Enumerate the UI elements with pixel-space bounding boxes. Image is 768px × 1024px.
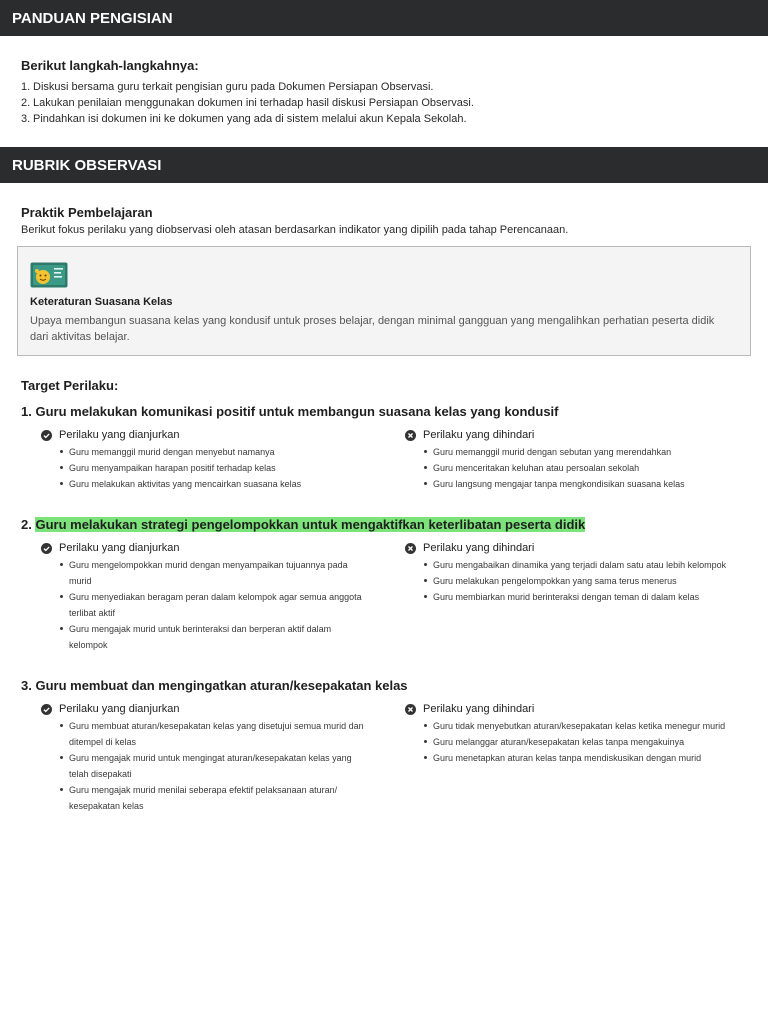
guide-step: 3. Pindahkan isi dokumen ini ke dokumen yang ada di sistem melalui akun Kepala Sekolah.: [21, 113, 467, 125]
list-item: Guru membiarkan murid berinteraksi dengan teman di dalam kelas: [423, 589, 743, 605]
list-item: Guru tidak menyebutkan aturan/kesepakatan kelas ketika menegur murid: [423, 718, 743, 734]
list-item: Guru menetapkan aturan kelas tanpa mendiskusikan dengan murid: [423, 750, 743, 766]
focus-description: Upaya membangun suasana kelas yang kondusif untuk proses belajar, dengan minimal gangguan yang mengalihkan perhatian peserta didik dari aktivitas belajar.: [30, 315, 715, 343]
list-item: Guru mengajak murid menilai seberapa efektif pelaksanaan aturan/ kesepakatan kelas: [59, 782, 369, 814]
list-item: Guru melakukan pengelompokkan yang sama terus menerus: [423, 573, 743, 589]
recommended-heading: Perilaku yang dianjurkan: [41, 542, 371, 554]
list-item: Guru memanggil murid dengan sebutan yang merendahkan: [423, 444, 745, 460]
avoided-heading: Perilaku yang dihindari: [405, 542, 745, 554]
classroom-illustration-icon: [30, 262, 68, 288]
avoided-list: [423, 444, 745, 492]
recommended-list: [59, 444, 371, 492]
recommended-heading: Perilaku yang dianjurkan: [41, 429, 371, 441]
rubric-header-title: RUBRIK OBSERVASI: [12, 156, 162, 174]
avoided-column: [405, 542, 745, 605]
x-circle-icon: [405, 704, 416, 715]
list-item: Guru mengelompokkan murid dengan menyampaikan tujuannya pada murid: [59, 557, 369, 589]
x-circle-icon: [405, 543, 416, 554]
guide-intro: Berikut langkah-langkahnya:: [21, 58, 199, 73]
check-circle-icon: [41, 704, 52, 715]
list-item: Guru membuat aturan/kesepakatan kelas yang disetujui semua murid dan ditempel di kelas: [59, 718, 369, 750]
guide-header: [0, 0, 768, 36]
recommended-list: [59, 557, 369, 653]
recommended-column: [41, 429, 371, 492]
list-item: Guru memanggil murid dengan menyebut namanya: [59, 444, 371, 460]
check-circle-icon: [41, 430, 52, 441]
recommended-list: [59, 718, 369, 814]
avoided-heading: Perilaku yang dihindari: [405, 429, 745, 441]
focus-card: [17, 246, 751, 356]
list-item: Guru melanggar aturan/kesepakatan kelas tanpa mengakuinya: [423, 734, 743, 750]
check-circle-icon: [41, 543, 52, 554]
guide-header-title: PANDUAN PENGISIAN: [12, 9, 173, 27]
practice-description: Berikut fokus perilaku yang diobservasi oleh atasan berdasarkan indikator yang dipilih pada tahap Perencanaan.: [21, 224, 569, 236]
highlighted-title: Guru melakukan strategi pengelompokkan untuk mengaktifkan keterlibatan peserta didik: [35, 517, 586, 532]
avoided-column: [405, 429, 745, 492]
recommended-column: [41, 703, 371, 814]
list-item: Guru menyampaikan harapan positif terhadap kelas: [59, 460, 371, 476]
list-item: Guru menceritakan keluhan atau persoalan sekolah: [423, 460, 745, 476]
recommended-heading: Perilaku yang dianjurkan: [41, 703, 371, 715]
list-item: Guru menyediakan beragam peran dalam kelompok agar semua anggota terlibat aktif: [59, 589, 369, 621]
list-item: Guru mengajak murid untuk mengingat aturan/kesepakatan kelas yang telah disepakati: [59, 750, 369, 782]
avoided-list: [423, 557, 743, 605]
avoided-column: [405, 703, 745, 766]
list-item: Guru langsung mengajar tanpa mengkondisikan suasana kelas: [423, 476, 745, 492]
guide-step: 2. Lakukan penilaian menggunakan dokumen ini terhadap hasil diskusi Persiapan Observasi.: [21, 97, 474, 109]
avoided-list: [423, 718, 743, 766]
behavior-title: 1. Guru melakukan komunikasi positif untuk membangun suasana kelas yang kondusif: [21, 404, 559, 419]
recommended-column: [41, 542, 371, 653]
target-label: Target Perilaku:: [21, 378, 119, 393]
x-circle-icon: [405, 430, 416, 441]
behavior-title: 3. Guru membuat dan mengingatkan aturan/kesepakatan kelas: [21, 678, 408, 693]
list-item: Guru melakukan aktivitas yang mencairkan suasana kelas: [59, 476, 371, 492]
focus-title: Keteraturan Suasana Kelas: [30, 296, 173, 308]
avoided-heading: Perilaku yang dihindari: [405, 703, 745, 715]
list-item: Guru mengajak murid untuk berinteraksi dan berperan aktif dalam kelompok: [59, 621, 369, 653]
guide-steps: [21, 79, 474, 127]
practice-title: Praktik Pembelajaran: [21, 205, 153, 220]
list-item: Guru mengabaikan dinamika yang terjadi dalam satu atau lebih kelompok: [423, 557, 743, 573]
behavior-title: 2. Guru melakukan strategi pengelompokkan untuk mengaktifkan keterlibatan peserta didik: [21, 517, 586, 532]
guide-step: 1. Diskusi bersama guru terkait pengisian guru pada Dokumen Persiapan Observasi.: [21, 81, 434, 93]
rubric-header: [0, 147, 768, 183]
